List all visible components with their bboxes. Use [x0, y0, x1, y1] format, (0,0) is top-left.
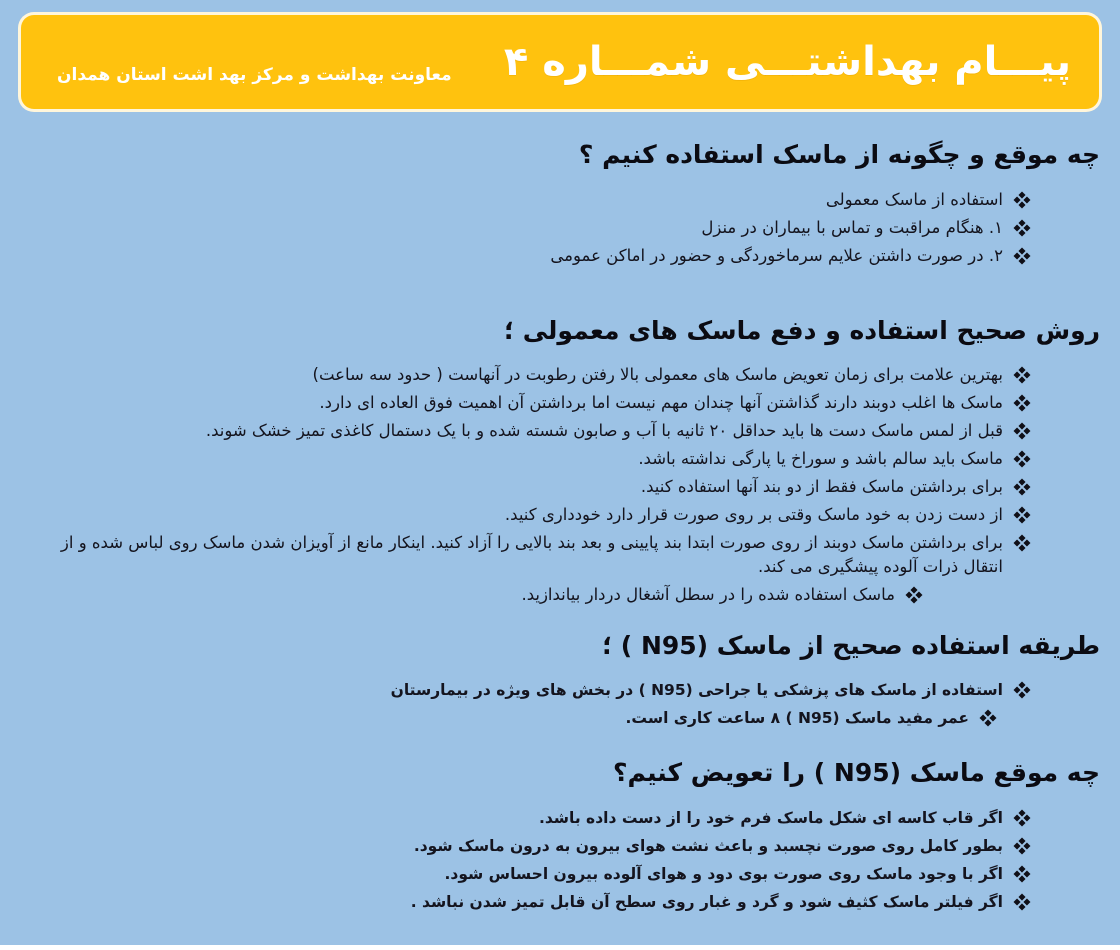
section-heading: روش صحیح استفاده و دفع ماسک های معمولی ؛: [504, 315, 1100, 345]
bullet-diamond-icon: [1014, 451, 1031, 468]
list-item-text: ماسک باید سالم باشد و سوراخ یا پارگی نداشته باشد.: [638, 449, 1003, 469]
list-item: [28, 834, 1028, 858]
bullet-diamond-icon: [1014, 423, 1031, 440]
list-item: [28, 678, 1028, 702]
list-item: [28, 503, 1028, 527]
list-item: [28, 447, 1028, 471]
bullet-diamond-icon: [1014, 534, 1031, 551]
section-heading: طریقه استفاده صحیح از ماسک (N95 ) ؛: [602, 630, 1100, 660]
bullet-diamond-icon: [1014, 478, 1031, 495]
bullet-diamond-icon: [1014, 506, 1031, 523]
list-item: [28, 583, 1028, 607]
list-item-text: استفاده از ماسک معمولی: [825, 189, 1003, 209]
list-item: [28, 531, 1028, 579]
list-item-text: استفاده از ماسک های پزشکی یا جراحی (N95 ) در بخش های ویژه در بیمارستان: [390, 681, 1003, 700]
bullet-diamond-icon: [1014, 682, 1031, 699]
bullet-diamond-icon: [906, 586, 923, 603]
bullet-list: [0, 347, 1120, 606]
bullet-diamond-icon: [1014, 247, 1031, 264]
list-item: [28, 419, 1028, 443]
list-item-text: اگر فیلتر ماسک کثیف شود و گرد و غبار روی سطح آن قابل تمیز شدن نباشد .: [410, 893, 1003, 912]
list-item: [28, 890, 1028, 914]
content-area: [0, 112, 1120, 918]
list-item-text: قبل از لمس ماسک دست ها باید حداقل ۲۰ ثانیه با آب و صابون شسته شده و با یک دستمال کاغذی تمیز خشک شوند.: [205, 421, 1003, 441]
list-item-text: ۱. هنگام مراقبت و تماس با بیماران در منزل: [701, 217, 1003, 237]
list-item: [28, 391, 1028, 415]
list-item-text: برای برداشتن ماسک فقط از دو بند آنها استفاده کنید.: [640, 476, 1003, 496]
message-section: [0, 629, 1120, 731]
message-section: [0, 756, 1120, 914]
bottom-margin-strip: [0, 945, 1120, 950]
list-item: [28, 806, 1028, 830]
list-item-text: عمر مفید ماسک (N95 ) ۸ ساعت کاری است.: [625, 709, 969, 728]
bullet-diamond-icon: [980, 710, 997, 727]
bullet-diamond-icon: [1014, 894, 1031, 911]
bullet-diamond-icon: [1014, 866, 1031, 883]
bullet-diamond-icon: [1014, 395, 1031, 412]
bullet-list: [0, 172, 1120, 268]
section-heading: چه موقع ماسک (N95 ) را تعویض کنیم؟: [612, 758, 1100, 788]
list-item-text: بهترین علامت برای زمان تعویض ماسک های معمولی بالا رفتن رطوبت در آنهاست ( حدود سه ساعت): [312, 365, 1003, 385]
list-item: [28, 706, 1028, 730]
message-section: [0, 314, 1120, 607]
bullet-diamond-icon: [1014, 191, 1031, 208]
list-item-text: اگر با وجود ماسک روی صورت بوی دود و هوای آلوده بیرون احساس شود.: [444, 865, 1003, 884]
list-item-text: ماسک استفاده شده را در سطل آشغال دردار بیاندازید.: [521, 584, 895, 604]
list-item-text: ماسک ها اغلب دوبند دارند گذاشتن آنها چندان مهم نیست اما برداشتن آن اهمیت فوق العاده ای دارد.: [319, 393, 1003, 413]
bullet-diamond-icon: [1014, 838, 1031, 855]
list-item: [28, 475, 1028, 499]
page-title: پیـــام بهداشتـــی شمـــاره ۴: [503, 39, 1071, 85]
bullet-diamond-icon: [1014, 810, 1031, 827]
list-item: [28, 188, 1028, 212]
list-item-text: بطور کامل روی صورت نچسبد و باعث نشت هوای بیرون به درون ماسک شود.: [413, 837, 1003, 856]
bullet-list: [0, 790, 1120, 914]
bullet-diamond-icon: [1014, 367, 1031, 384]
list-item-text: برای برداشتن ماسک دوبند از روی صورت ابتدا بند پایینی و بعد بند بالایی را آزاد کنید. اینکار مانع از آویزان شدن ماسک روی لباس شده و از انتقال ذرات آلوده پیشگیری می کند.: [60, 532, 1003, 576]
list-item-text: اگر قاب کاسه ای شکل ماسک فرم خود را از دست داده باشد.: [538, 809, 1003, 828]
section-heading: چه موقع و چگونه از ماسک استفاده کنیم ؟: [578, 140, 1100, 169]
bullet-diamond-icon: [1014, 219, 1031, 236]
list-item: [28, 216, 1028, 240]
header-banner: [18, 12, 1102, 112]
list-item: [28, 244, 1028, 268]
page-subtitle: معاونت بهداشت و مرکز بهد اشت استان همدان: [57, 64, 452, 85]
bullet-list: [0, 662, 1120, 730]
list-item: [28, 363, 1028, 387]
list-item: [28, 862, 1028, 886]
message-section: [0, 138, 1120, 268]
list-item-text: ۲. در صورت داشتن علایم سرماخوردگی و حضور در اماکن عمومی: [550, 245, 1003, 265]
list-item-text: از دست زدن به خود ماسک وقتی بر روی صورت قرار دارد خودداری کنید.: [504, 504, 1003, 524]
